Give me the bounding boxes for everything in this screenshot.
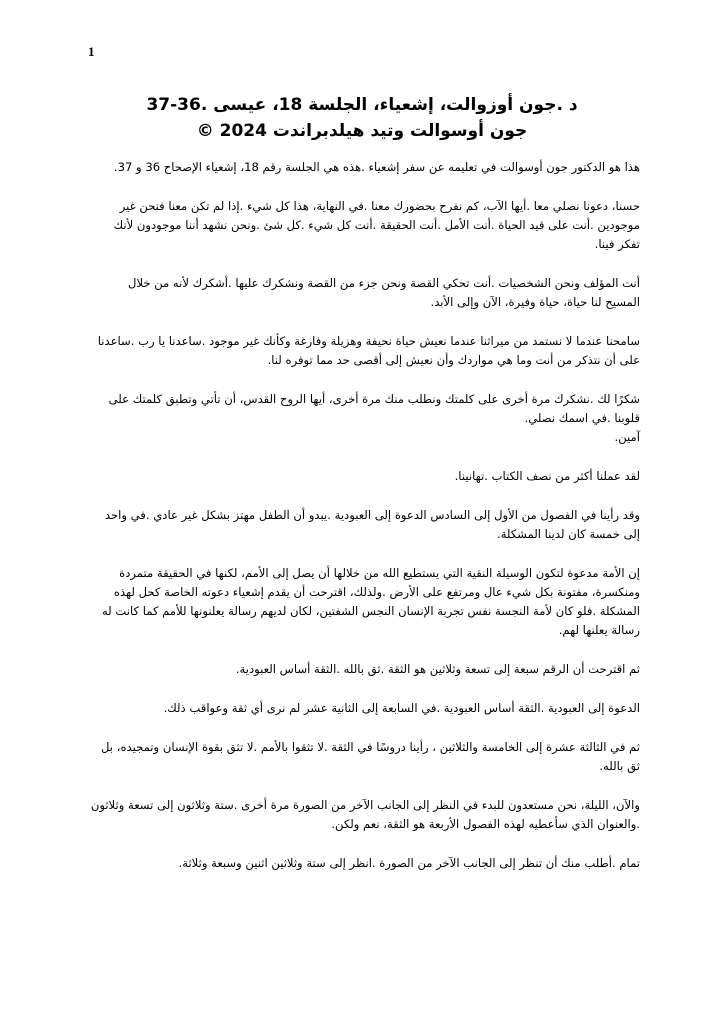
document-header [90,92,634,144]
paragraph-13-35: ثم في الثالثة عشرة إلى الخامسة والثلاثين ، رأينا دروسًا في الثقة .لا تثقوا بالأمم .لا تثق بقوة الإنسان وتمجيده، بل ثق بالله. [101,740,640,773]
paragraph-calling-servanthood: الدعوة إلى العبودية .الثقة أساس العبودية .في السابعة إلى الثانية عشر لم نرى أي ثقة وعواقب ذلك. [163,701,640,715]
paragraph-chapters-1-6: وقد رأينا في الفصول من الأول إلى السادس الدعوة إلى العبودية .يبدو أن الطفل مهتز بشكل غير عادي .في واحد إلى خمسة كان لدينا المشكلة. [104,508,640,541]
paragraph-tonight: والآن، الليلة، نحن مستعدون للبدء في النظر إلى الجانب الآخر من الصورة مرة أخرى .ستة وثلاثون إلى تسعة وثلاثون .والعنوان الذي سأعطيه لهذه الفصول الأربعة هو الثقة، نعم ولكن. [90,798,640,831]
paragraph-intro: هذا هو الدكتور جون أوسوالت في تعليمه عن سفر إشعياء .هذه هي الجلسة رقم 18، إشعياء الإصحاح 36 و 37. [113,160,640,174]
paragraph-prayer-1: حسنا، دعونا نصلي معا .أيها الآب، كم نفرح بحضورك معنا .في النهاية، هذا كل شيء .إذا لم تكن معنا فنحن غير موجودين .أنت على قيد الحياة .أنت الأمل .أنت الحقيقة .أنت كل شيء .كل شئ .ونحن نشهد أننا موجودون لأنك تفكر فينا. [113,199,640,251]
document-title: د .جون أوزوالت، إشعياء، الجلسة 18، عيسى .36-37 [146,95,578,115]
paragraph-nation-called: إن الأمة مدعوة لتكون الوسيلة النقية التي يستطيع الله من خلالها أن يصل إلى الأمم، لكنها في الحقيقة متمردة ومنكسرة، مفتونة بكل شيء عال ومرتفع على الأرض .ولذلك، اقترحت أن يقدم إشعياء دعوته الخاصة كحل لهذه المشكلة .فلو كان لأمة النجسة نفس تجربة الإنسان النجس الشفتين، لكان لديهم رسالة يعلنونها للأمم كما كانت له رسالة يعلنها لهم. [101,566,640,637]
paragraph-prayer-4: شكرًا لك .نشكرك مرة أخرى على كلمتك ونطلب منك مرة أخرى، أيها الروح القدس، أن تأتي وتطبق كلمتك على قلوبنا .في اسمك نصلي. آمين. [108,392,640,444]
paragraph-look-other-side: تمام .أطلب منك أن تنظر إلى الجانب الآخر من الصورة .انظر إلى ستة وثلاثين اثنين وسبعة وثلاثة. [178,856,640,870]
document-copyright-line: جون أوسوالت وتيد هيلدبراندت 2024 © [196,121,528,141]
page-number: 1 [88,44,95,59]
paragraph-half-book: لقد عملنا أكثر من نصف الكتاب .تهانينا. [454,469,640,483]
paragraph-trust-7-39: ثم اقترحت أن الرقم سبعة إلى تسعة وثلاثين هو الثقة .ثق بالله .الثقة أساس العبودية. [235,662,640,676]
paragraph-prayer-2: أنت المؤلف ونحن الشخصيات .أنت تحكي القصة ونحن جزء من القصة ونشكرك عليها .أشكرك لأنه من خلال المسيح لنا حياة، حياة وفيرة، الآن وإلى الأبد. [128,276,640,309]
paragraph-prayer-3: سامحنا عندما لا نستمد من ميراثنا عندما نعيش حياة نحيفة وهزيلة وفارغة وكأنك غير موجود .ساعدنا يا رب .ساعدنا على أن نتذكر من أنت وما هي مواردك وأن نعيش إلى أقصى حد مما توفره لنا. [97,334,640,367]
document-body [90,158,640,893]
